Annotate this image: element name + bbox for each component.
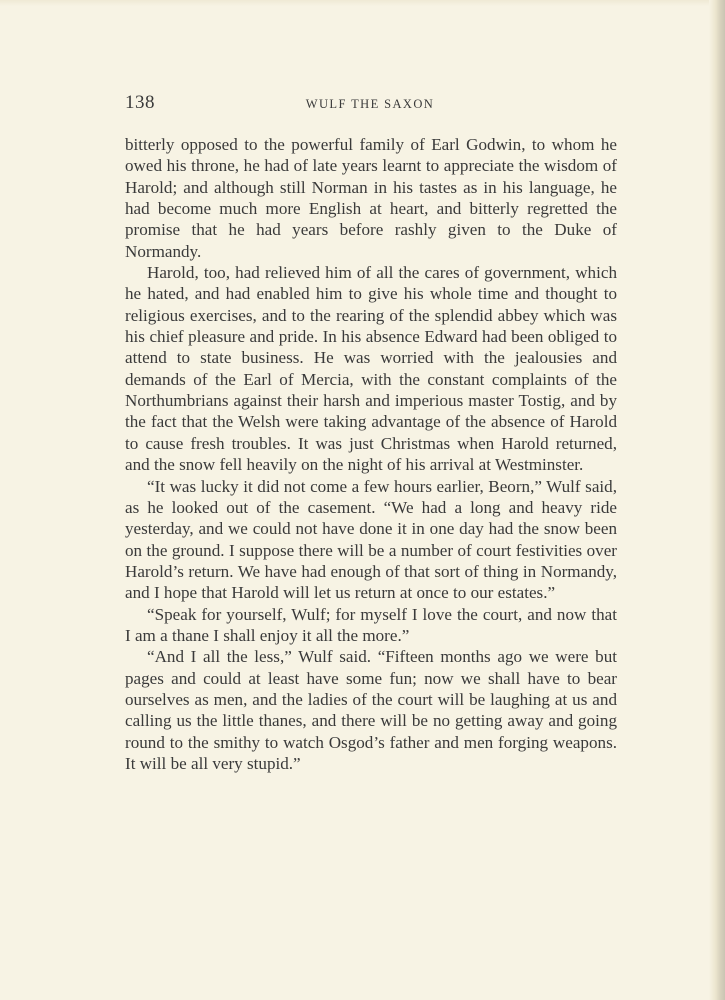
page-number: 138 — [125, 92, 155, 113]
page-header — [123, 92, 617, 116]
paragraph-4: “Speak for yourself, Wulf; for myself I love the court, and now that I am a thane I shall enjoy it all the more.” — [125, 604, 617, 645]
body-text — [125, 134, 617, 774]
paragraph-5: “And I all the less,” Wulf said. “Fifteen months ago we were but pages and could at least have some fun; now we shall have to bear ourselves as men, and the ladies of the court will be laughing at us and calling us the little thanes, and there will be no getting away and going round to the smithy to watch Osgod’s father and men forging weapons. It will be all very stupid.” — [125, 647, 617, 773]
paragraph-2: Harold, too, had relieved him of all the cares of government, which he hated, and had enabled him to give his whole time and thought to religious exercises, and to the rearing of the splendid abbey which was his chief pleasure and pride. In his absence Edward had been obliged to attend to state business. He was worried with the jealousies and demands of the Earl of Mercia, with the constant complaints of the Northumbrians against their harsh and imperious master Tostig, and by the fact that the Welsh were taking advantage of the absence of Harold to cause fresh troubles. It was just Christmas when Harold returned, and the snow fell heavily on the night of his arrival at Westminster. — [125, 263, 617, 475]
paragraph-1: bitterly opposed to the powerful family of Earl Godwin, to whom he owed his throne, he had of late years learnt to appreciate the wisdom of Harold; and although still Norman in his tastes as in his language, he had become much more English at heart, and bitterly regretted the promise that he had years before rashly given to the Duke of Normandy. — [125, 135, 617, 261]
page-edge-shadow — [709, 0, 725, 1000]
page-top-shadow — [0, 0, 725, 6]
running-title: WULF THE SAXON — [305, 97, 435, 111]
paragraph-3: “It was lucky it did not come a few hours earlier, Beorn,” Wulf said, as he looked out of the casement. “We had a long and heavy ride yesterday, and we could not have done it in one day had the snow been on the ground. I suppose there will be a number of court festivities over Harold’s return. We have had enough of that sort of thing in Normandy, and I hope that Harold will let us return at once to our estates.” — [125, 476, 617, 603]
